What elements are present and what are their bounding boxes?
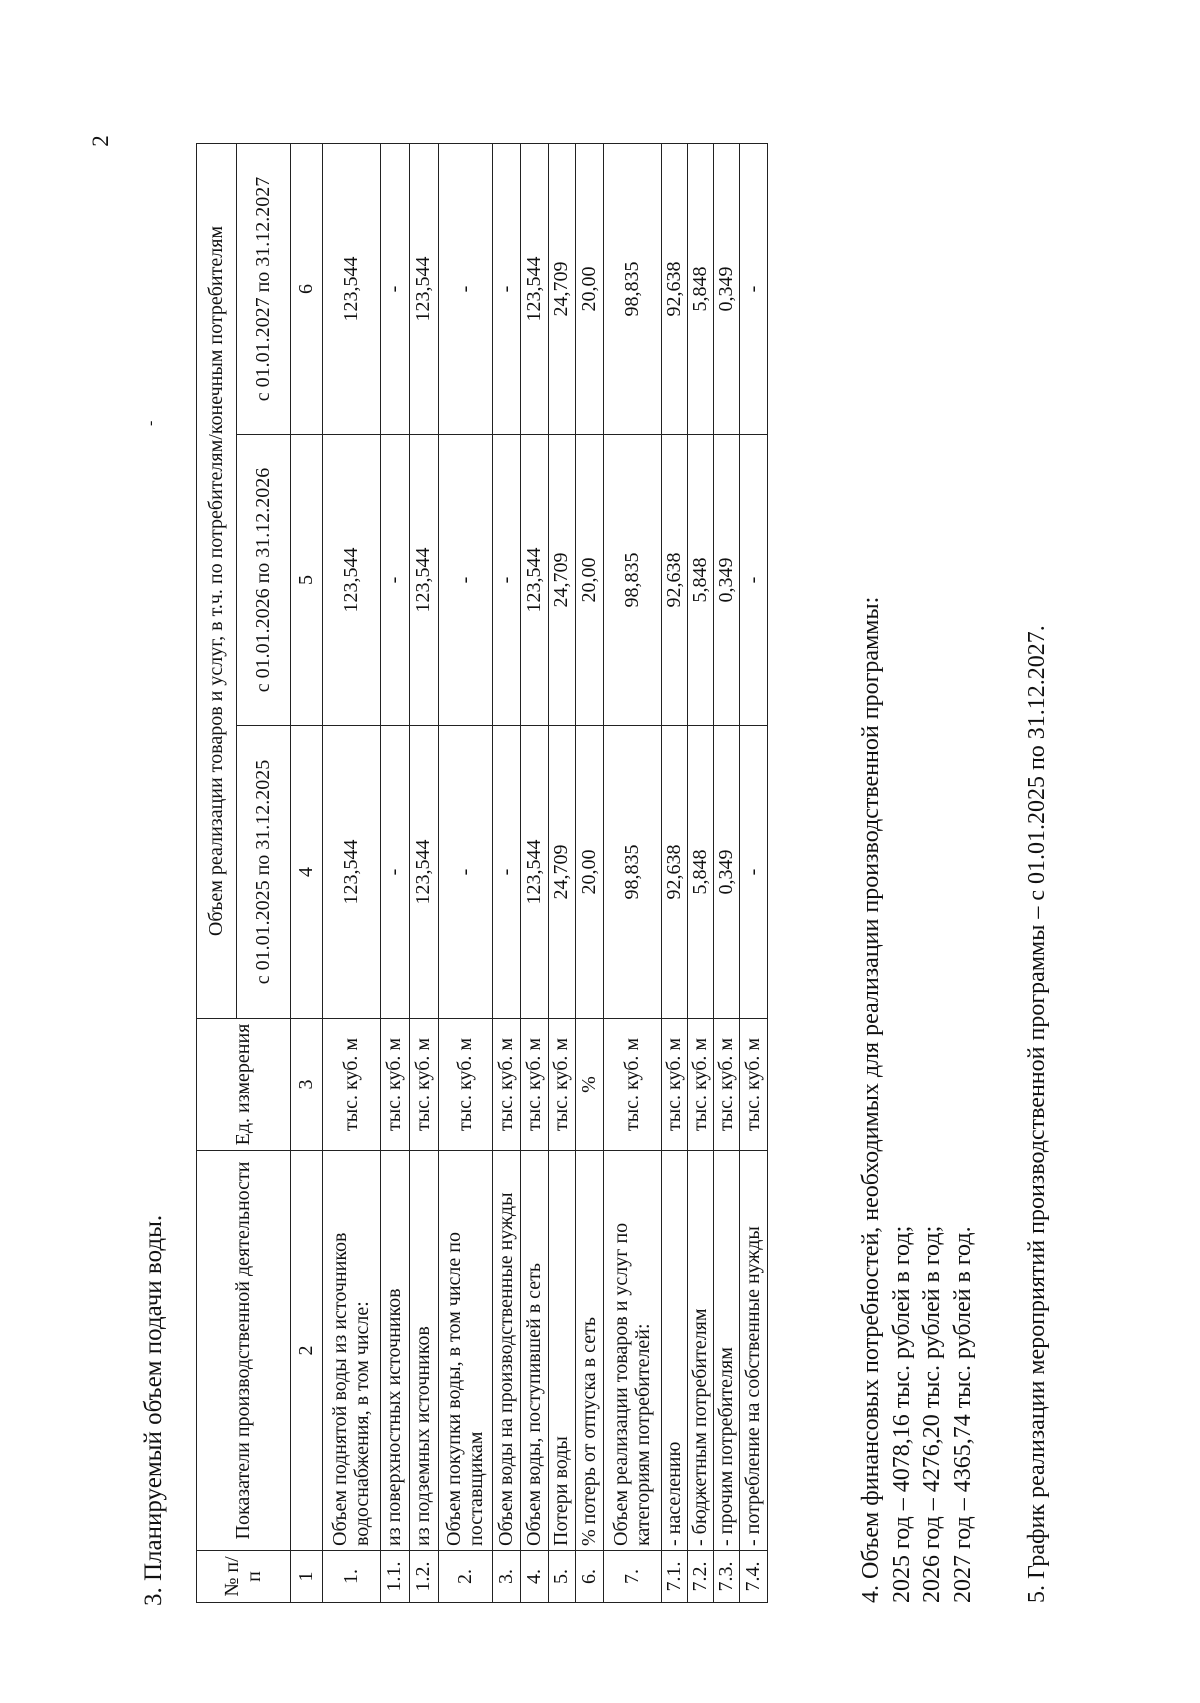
row-value-2027: 98,835 [604, 143, 662, 434]
row-unit: тыс. куб. м [493, 1019, 521, 1151]
row-name: из поверхностных источников [381, 1151, 410, 1551]
row-unit: тыс. куб. м [521, 1019, 549, 1151]
row-name: - населению [662, 1151, 688, 1551]
section-4-line: 2025 год – 4078,16 тыс. рублей в год; [888, 1225, 915, 1603]
row-name: - потребление на собственные нужды [740, 1151, 768, 1551]
row-name: Объем поднятой воды из источников водоснабжения, в том числе: [323, 1151, 381, 1551]
table-row [323, 143, 381, 1602]
column-number: 5 [291, 435, 323, 726]
table-row [688, 143, 714, 1602]
row-name: % потерь от отпуска в сеть [576, 1151, 604, 1551]
row-value-2026: - [740, 435, 768, 726]
row-name: - прочим потребителям [714, 1151, 740, 1551]
row-value-2026: 92,638 [662, 435, 688, 726]
row-name: из подземных источников [410, 1151, 439, 1551]
section-5 [1022, 625, 1053, 1603]
row-value-2025: - [381, 726, 410, 1019]
row-value-2026: 5,848 [688, 435, 714, 726]
row-num: 7.3. [714, 1551, 740, 1603]
row-value-2025: 123,544 [323, 726, 381, 1019]
header-group: Объем реализации товаров и услуг, в т.ч. по потребителям/конечным потребителям [197, 143, 237, 1018]
table-row [493, 143, 521, 1602]
row-unit: тыс. куб. м [410, 1019, 439, 1151]
row-value-2027: - [493, 143, 521, 434]
row-value-2027: 123,544 [410, 143, 439, 434]
row-name: Объем воды на производственные нужды [493, 1151, 521, 1551]
row-name: Потери воды [549, 1151, 576, 1551]
row-num: 7.4. [740, 1551, 768, 1603]
row-value-2027: 0,349 [714, 143, 740, 434]
row-num: 1. [323, 1551, 381, 1603]
row-num: 7. [604, 1551, 662, 1603]
section-5-text: 5. График реализации мероприятий производственной программы – с 01.01.2025 по 31.12.2027. [1024, 625, 1050, 1603]
table-row [439, 143, 493, 1602]
header-row-1 [197, 143, 237, 1602]
row-value-2027: 123,544 [521, 143, 549, 434]
row-unit: тыс. куб. м [740, 1019, 768, 1151]
row-value-2026: 123,544 [521, 435, 549, 726]
column-number: 6 [291, 143, 323, 434]
row-num: 7.2. [688, 1551, 714, 1603]
row-value-2025: 5,848 [688, 726, 714, 1019]
row-name: Объем реализации товаров и услуг по категориям потребителей: [604, 1151, 662, 1551]
row-unit: % [576, 1019, 604, 1151]
row-name: Объем воды, поступившей в сеть [521, 1151, 549, 1551]
row-unit: тыс. куб. м [688, 1019, 714, 1151]
section-4-line: 2026 год – 4276,20 тыс. рублей в год; [919, 1225, 946, 1603]
row-value-2026: 98,835 [604, 435, 662, 726]
section-4-title: 4. Объем финансовых потребностей, необходимых для реализации производственной программы: [858, 596, 884, 1603]
row-value-2027: - [439, 143, 493, 434]
section-4 [856, 597, 979, 1603]
row-num: 3. [493, 1551, 521, 1603]
row-unit: тыс. куб. м [662, 1019, 688, 1151]
header-indicator: Показатели производственной деятельности [197, 1151, 291, 1551]
row-value-2027: 24,709 [549, 143, 576, 434]
row-value-2025: 92,638 [662, 726, 688, 1019]
header-period-2026: с 01.01.2026 по 31.12.2026 [237, 435, 291, 726]
row-value-2027: - [740, 143, 768, 434]
row-value-2025: - [493, 726, 521, 1019]
row-value-2027: - [381, 143, 410, 434]
row-num: 2. [439, 1551, 493, 1603]
row-value-2025: 123,544 [410, 726, 439, 1019]
header-num: № п/п [197, 1551, 291, 1603]
header-period-2027: с 01.01.2027 по 31.12.2027 [237, 143, 291, 434]
table-row [576, 143, 604, 1602]
section-3-title: 3. Планируемый объем подачи воды. [140, 1214, 167, 1606]
stray-mark: - [142, 420, 159, 426]
table-row [381, 143, 410, 1602]
row-value-2026: - [439, 435, 493, 726]
table-row [662, 143, 688, 1602]
section-4-line: 2027 год – 4365,74 тыс. рублей в год. [950, 1226, 977, 1603]
table-row [740, 143, 768, 1602]
row-value-2025: 0,349 [714, 726, 740, 1019]
row-unit: тыс. куб. м [714, 1019, 740, 1151]
row-value-2027: 92,638 [662, 143, 688, 434]
header-period-2025: с 01.01.2025 по 31.12.2025 [237, 726, 291, 1019]
row-num: 6. [576, 1551, 604, 1603]
row-value-2025: 24,709 [549, 726, 576, 1019]
row-value-2026: - [493, 435, 521, 726]
table-row [604, 143, 662, 1602]
row-value-2026: 20,00 [576, 435, 604, 726]
column-number: 4 [291, 726, 323, 1019]
table-row [410, 143, 439, 1602]
row-unit: тыс. куб. м [381, 1019, 410, 1151]
row-value-2027: 123,544 [323, 143, 381, 434]
row-value-2026: 123,544 [410, 435, 439, 726]
column-number-row [291, 143, 323, 1602]
row-num: 7.1. [662, 1551, 688, 1603]
row-value-2025: 20,00 [576, 726, 604, 1019]
row-value-2027: 5,848 [688, 143, 714, 434]
row-value-2026: 0,349 [714, 435, 740, 726]
row-value-2026: 24,709 [549, 435, 576, 726]
table-row [521, 143, 549, 1602]
page-number: 2 [88, 135, 113, 147]
row-unit: тыс. куб. м [549, 1019, 576, 1151]
header-unit: Ед. измерения [197, 1019, 291, 1151]
row-value-2025: - [439, 726, 493, 1019]
row-num: 5. [549, 1551, 576, 1603]
row-unit: тыс. куб. м [604, 1019, 662, 1151]
row-num: 1.2. [410, 1551, 439, 1603]
row-value-2025: 123,544 [521, 726, 549, 1019]
row-name: Объем покупки воды, в том числе по поставщикам [439, 1151, 493, 1551]
row-value-2026: - [381, 435, 410, 726]
row-value-2027: 20,00 [576, 143, 604, 434]
row-num: 1.1. [381, 1551, 410, 1603]
water-supply-table [196, 143, 768, 1603]
table-row [714, 143, 740, 1602]
row-unit: тыс. куб. м [439, 1019, 493, 1151]
row-value-2025: - [740, 726, 768, 1019]
row-name: - бюджетным потребителям [688, 1151, 714, 1551]
row-num: 4. [521, 1551, 549, 1603]
column-number: 3 [291, 1019, 323, 1151]
row-value-2025: 98,835 [604, 726, 662, 1019]
row-value-2026: 123,544 [323, 435, 381, 726]
column-number: 2 [291, 1151, 323, 1551]
table-row [549, 143, 576, 1602]
row-unit: тыс. куб. м [323, 1019, 381, 1151]
column-number: 1 [291, 1551, 323, 1603]
